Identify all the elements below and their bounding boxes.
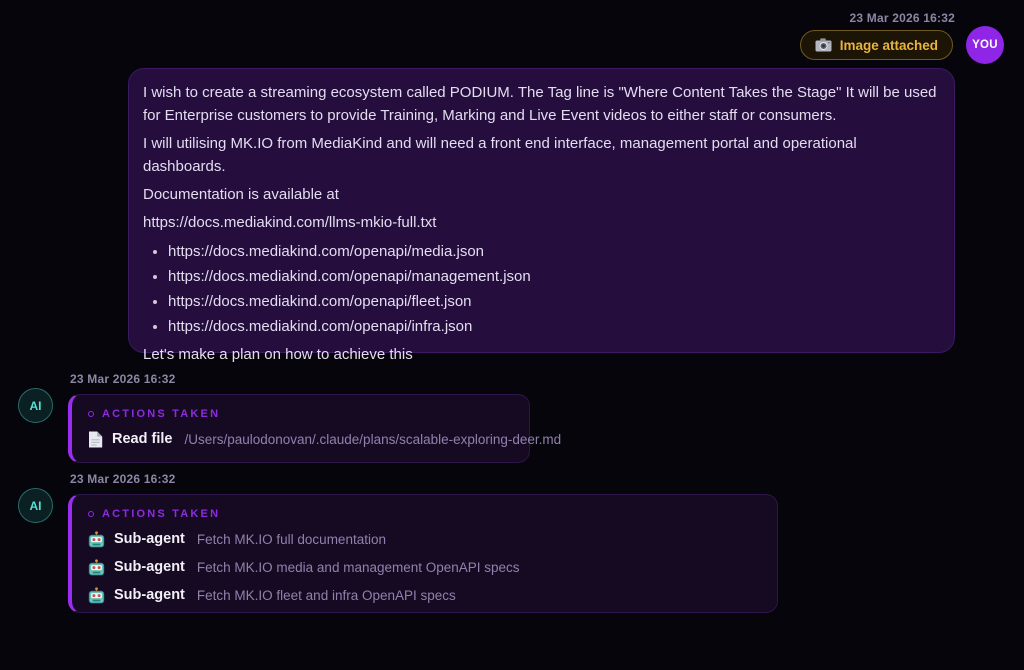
action-label: Read file: [112, 431, 173, 447]
message-paragraph: I will utilising MK.IO from MediaKind and will need a front end interface, management portal and operational dashboards.: [143, 135, 857, 175]
camera-icon: [815, 38, 832, 52]
ai-actions-card: [68, 394, 562, 463]
actions-taken-header: [88, 508, 759, 520]
doc-link-item: https://docs.mediakind.com/openapi/fleet.json: [143, 289, 940, 314]
action-detail: Fetch MK.IO media and management OpenAPI specs: [196, 560, 520, 575]
ai-avatar[interactable]: AI: [18, 388, 53, 423]
action-label: Sub-agent: [114, 587, 185, 603]
user-message-timestamp: 23 Mar 2026 16:32: [849, 11, 955, 25]
action-detail: /Users/paulodonovan/.claude/plans/scalable-exploring-deer.md: [184, 432, 562, 447]
action-detail: Fetch MK.IO fleet and infra OpenAPI specs: [196, 588, 456, 603]
actions-taken-label: ACTIONS TAKEN: [102, 408, 221, 420]
ai-message-timestamp: 23 Mar 2026 16:32: [70, 372, 176, 386]
doc-link-item: https://docs.mediakind.com/openapi/media.json: [143, 239, 940, 264]
robot-icon: [88, 559, 105, 576]
doc-link-item: https://docs.mediakind.com/openapi/management.json: [143, 264, 940, 289]
message-paragraph: Let's make a plan on how to achieve this: [143, 346, 413, 363]
ai-actions-card: [68, 494, 778, 613]
actions-bullet-icon: [88, 411, 94, 417]
action-row-subagent[interactable]: [88, 531, 759, 548]
message-paragraph: Documentation is available at: [143, 186, 339, 203]
message-paragraph: I wish to create a streaming ecosystem called PODIUM. The Tag line is "Where Content Takes the Stage" It will be used for Enterprise customers to provide Training, Marking and Live Event videos to either staff or consumers.: [143, 84, 937, 124]
image-attached-badge[interactable]: [800, 30, 953, 60]
action-row-read-file[interactable]: [88, 431, 562, 448]
user-avatar[interactable]: YOU: [966, 26, 1004, 64]
robot-icon: [88, 587, 105, 604]
action-row-subagent[interactable]: [88, 587, 759, 604]
ai-avatar[interactable]: AI: [18, 488, 53, 523]
robot-icon: [88, 531, 105, 548]
actions-taken-header: [88, 408, 511, 420]
action-label: Sub-agent: [114, 559, 185, 575]
action-row-subagent[interactable]: [88, 559, 759, 576]
doc-link-item: https://docs.mediakind.com/openapi/infra.json: [143, 314, 940, 339]
file-icon: [88, 431, 103, 448]
actions-bullet-icon: [88, 511, 94, 517]
actions-taken-label: ACTIONS TAKEN: [102, 508, 221, 520]
action-label: Sub-agent: [114, 531, 185, 547]
image-attached-label: Image attached: [839, 37, 938, 53]
doc-links-list: [143, 239, 940, 339]
action-detail: Fetch MK.IO full documentation: [196, 532, 386, 547]
attachment-row: [800, 26, 1004, 64]
user-message-bubble: [128, 68, 955, 363]
message-paragraph: https://docs.mediakind.com/llms-mkio-full.txt: [143, 214, 437, 231]
ai-message-timestamp: 23 Mar 2026 16:32: [70, 472, 176, 486]
